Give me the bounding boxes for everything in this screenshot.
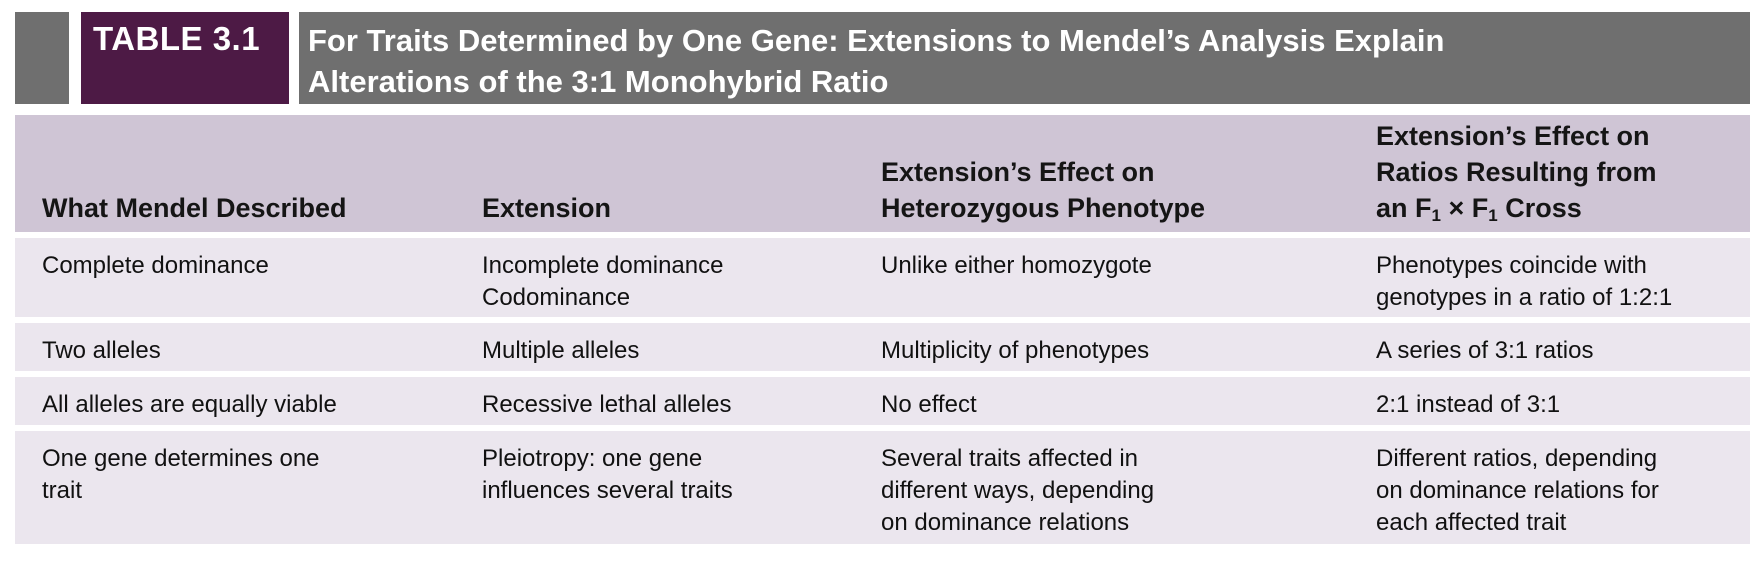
title-bar-left-block	[15, 12, 69, 104]
header-extension: Extension	[482, 193, 612, 223]
cell-ratio-effect: 2:1 instead of 3:1	[1376, 391, 1561, 418]
table-number-badge	[81, 12, 289, 104]
cell-extension: Multiple alleles	[482, 337, 640, 364]
header-ratio-effect: Extension’s Effect on Ratios Resulting from an $F_1 \times F_1$ Cross	[1376, 121, 1657, 225]
table-row	[15, 431, 1750, 544]
table-number: TABLE 3.1	[93, 20, 261, 57]
cell-extension: Pleiotropy: one gene influences several traits	[482, 445, 733, 504]
table-title	[299, 12, 1750, 104]
table-title-line-2: Alterations of the 3:1 Monohybrid Ratio	[308, 64, 889, 99]
cell-extension: Incomplete dominance Codominance	[482, 252, 724, 311]
table-header-row	[15, 115, 1750, 232]
header-what-mendel-described: What Mendel Described	[42, 193, 347, 223]
cell-ratio-effect: Phenotypes coincide with genotypes in a ratio of 1:2:1	[1376, 252, 1673, 311]
extensions-table	[15, 115, 1750, 544]
cell-mendel: Two alleles	[42, 337, 161, 364]
header-heterozygous-effect: Extension’s Effect on Heterozygous Phenotype	[881, 157, 1206, 223]
table-title-line-1: For Traits Determined by One Gene: Extensions to Mendel’s Analysis Explain	[308, 23, 1445, 58]
table-row	[15, 238, 1750, 317]
table-title-bar	[15, 12, 1750, 104]
cell-extension: Recessive lethal alleles	[482, 391, 732, 418]
cell-heterozygous-effect: Multiplicity of phenotypes	[881, 337, 1150, 364]
cell-mendel: Complete dominance	[42, 252, 269, 279]
cell-ratio-effect: Different ratios, depending on dominance relations for each affected trait	[1376, 445, 1659, 536]
table-row	[15, 323, 1750, 371]
cell-mendel: One gene determines one trait	[42, 445, 320, 504]
cell-heterozygous-effect: Unlike either homozygote	[881, 252, 1152, 279]
cell-heterozygous-effect: No effect	[881, 391, 977, 418]
cell-heterozygous-effect: Several traits affected in different ways, depending on dominance relations	[881, 445, 1155, 536]
cell-ratio-effect: A series of 3:1 ratios	[1376, 337, 1594, 364]
cell-mendel: All alleles are equally viable	[42, 391, 337, 418]
table-row	[15, 377, 1750, 425]
